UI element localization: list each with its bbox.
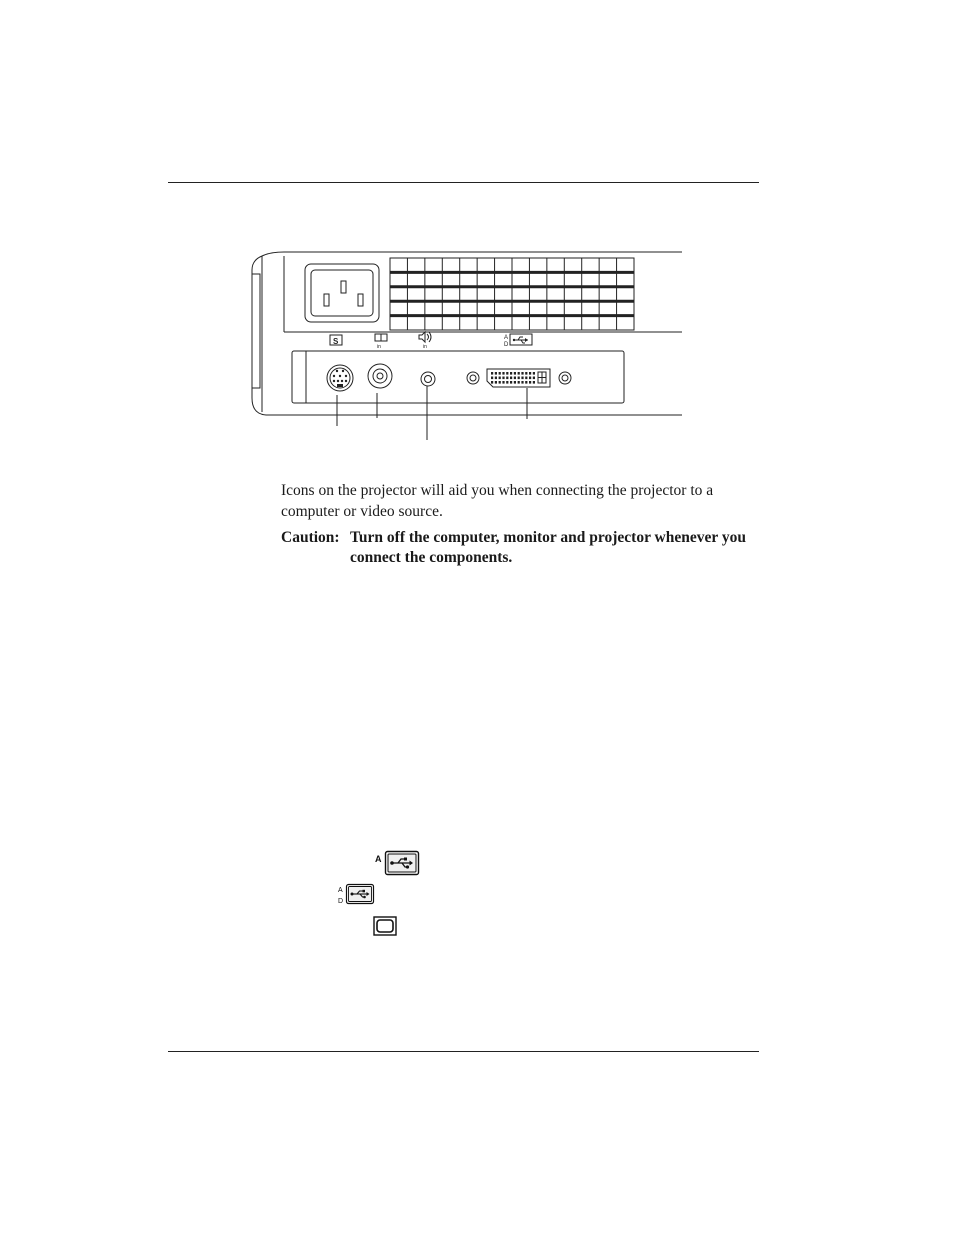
analog-usb-letter: A: [375, 854, 382, 864]
video-in-icon: [375, 334, 387, 350]
audio-in-label: in: [423, 344, 427, 350]
video-in-port: [368, 364, 392, 388]
video-in-label: in: [377, 344, 381, 350]
monitor-icon: [373, 916, 397, 936]
digital-usb-letter-d: D: [338, 898, 344, 905]
callout-lines: [337, 386, 527, 440]
computer-a-label: A: [504, 335, 509, 341]
caution-message: Turn off the computer, monitor and projector whenever you connect the components.: [350, 529, 746, 566]
s-video-port: [327, 365, 353, 391]
computer-port: [467, 369, 571, 387]
connector-panel: [292, 351, 624, 403]
usb-icon: [513, 337, 528, 343]
computer-d-label: D: [504, 342, 509, 348]
projector-housing: [252, 252, 682, 415]
vent-grille: [390, 258, 634, 330]
audio-in-icon: [419, 332, 431, 350]
header-rule: [168, 182, 759, 183]
power-inlet-icon: [305, 264, 379, 322]
s-video-icon: [330, 335, 342, 346]
digital-usb-letter-a: A: [338, 887, 343, 894]
intro-paragraph: Icons on the projector will aid you when connecting the projector to a computer or video source.: [281, 482, 714, 520]
footer-rule: [168, 1051, 759, 1052]
projector-rear-panel-illustration: [248, 248, 684, 444]
computer-port-icon: [504, 334, 532, 348]
caution-label: Caution:: [281, 529, 340, 546]
s-video-label: S: [333, 337, 339, 346]
digital-usb-icon: [336, 883, 376, 907]
analog-usb-icon: [374, 850, 420, 876]
audio-in-port: [421, 372, 435, 386]
